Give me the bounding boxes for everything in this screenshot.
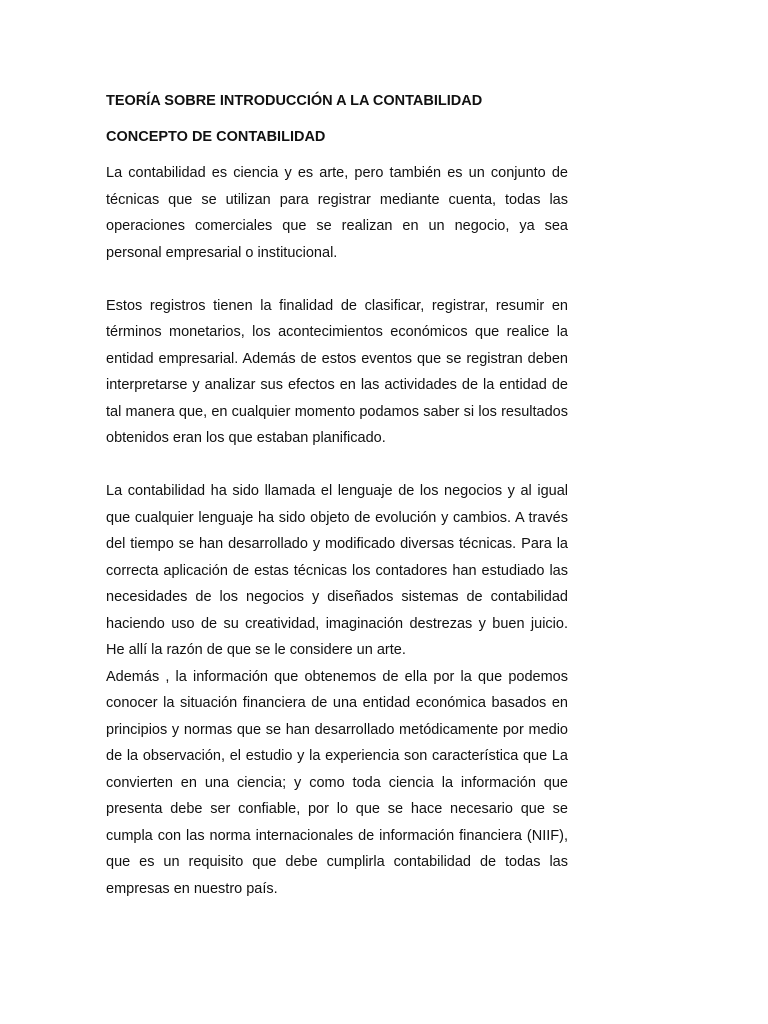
paragraph-spacer — [106, 266, 568, 293]
paragraph-3: La contabilidad ha sido llamada el lenguaje de los negocios y al igual que cualquier lenguaje ha sido objeto de evolución y cambios. A través del tiempo se han desarrollado y modificado diversas técnicas. Para la correcta aplicación de estas técnicas los contadores han estudiado las necesidades de los negocios y diseñados sistemas de contabilidad haciendo uso de su creatividad, imaginación destrezas y buen juicio. He allí la razón de que se le considere un arte. — [106, 483, 568, 658]
paragraph-2: Estos registros tienen la finalidad de clasificar, registrar, resumir en términos monetarios, los acontecimientos económicos que realice la entidad empresarial. Además de estos eventos que se registran deben interpretarse y analizar sus efectos en las actividades de la entidad de tal manera que, en cualquier momento podamos saber si los resultados obtenidos eran los que estaban planificado. — [106, 297, 568, 446]
paragraph-1: La contabilidad es ciencia y es arte, pero también es un conjunto de técnicas que se utilizan para registrar mediante cuenta, todas las operaciones comerciales que se realizan en un negocio, ya sea personal empresarial o institucional. — [106, 165, 568, 261]
document-page — [106, 88, 568, 902]
paragraph-4: Además , la información que obtenemos de ella por la que podemos conocer la situación financiera de una entidad económica basados en principios y normas que se han desarrollado metódicamente por medio de la observación, el estudio y la experiencia son característica que La convierten en una ciencia; y como toda ciencia la información que presenta debe ser confiable, por lo que se hace necesario que se cumpla con las norma internacionales de información financiera (NIIF), que es un requisito que debe cumplirla contabilidad de todas las empresas en nuestro país. — [106, 668, 568, 897]
paragraph-spacer — [106, 452, 568, 479]
document-title: TEORÍA SOBRE INTRODUCCIÓN A LA CONTABILIDAD — [106, 93, 483, 109]
section-heading: CONCEPTO DE CONTABILIDAD — [106, 129, 326, 145]
